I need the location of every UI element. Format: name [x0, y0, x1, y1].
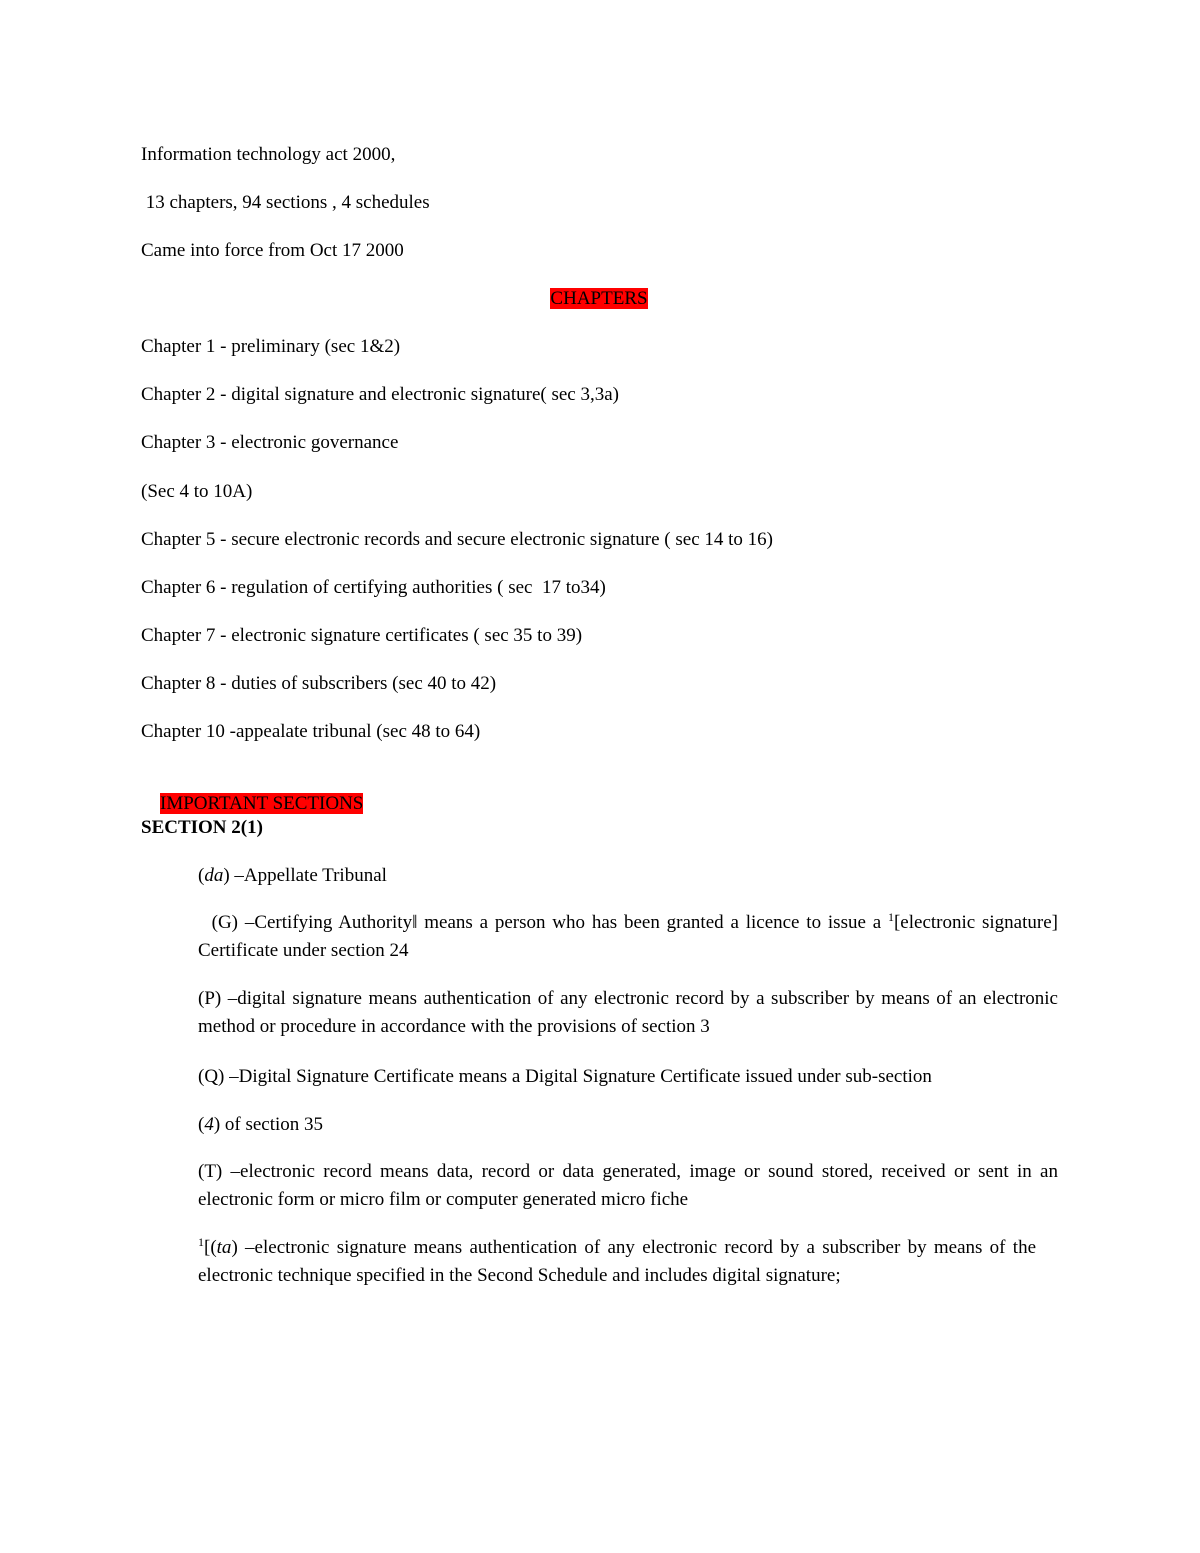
act-structure: 13 chapters, 94 sections , 4 schedules — [141, 192, 430, 213]
chapter-item: Chapter 3 - electronic governance — [141, 432, 399, 453]
chapters-heading-row — [0, 287, 1198, 311]
definition-q: (Q) –Digital Signature Certificate means a Digital Signature Certificate issued under sub-section — [198, 1066, 932, 1087]
chapter-item: Chapter 10 -appealate tribunal (sec 48 to 64) — [141, 721, 481, 742]
chapter-item: Chapter 5 - secure electronic records and secure electronic signature ( sec 14 to 16) — [141, 529, 773, 550]
chapter-item: (Sec 4 to 10A) — [141, 481, 253, 502]
important-sections-heading: IMPORTANT SECTIONS — [160, 793, 364, 814]
definition-p: (P) –digital signature means authentication of any electronic record by a subscriber by means of an electronic method or procedure in accordance with the provisions of section 3 — [198, 988, 1058, 1037]
chapter-item: Chapter 1 - preliminary (sec 1&2) — [141, 336, 401, 357]
chapter-item: Chapter 6 - regulation of certifying authorities ( sec 17 to34) — [141, 577, 606, 598]
definition-g: (G) –Certifying Authority‖ means a person who has been granted a licence to issue a $^1$[electronic signature] Certificate under section 24 — [198, 910, 1058, 961]
definition-da: (da) –Appellate Tribunal — [198, 865, 387, 886]
chapters-heading: CHAPTERS — [550, 288, 648, 309]
section-title: SECTION 2(1) — [141, 817, 263, 838]
act-in-force: Came into force from Oct 17 2000 — [141, 240, 404, 261]
chapter-item: Chapter 7 - electronic signature certificates ( sec 35 to 39) — [141, 625, 583, 646]
act-title: Information technology act 2000, — [141, 144, 396, 165]
definition-4: (4) of section 35 — [198, 1114, 324, 1135]
definition-ta: $^1$[(ta) –electronic signature means authentication of any electronic record by a subscriber by means of the electronic technique specified in the Second Schedule and includes digital signature; — [198, 1235, 1036, 1286]
chapter-item: Chapter 8 - duties of subscribers (sec 40 to 42) — [141, 673, 497, 694]
chapter-item: Chapter 2 - digital signature and electronic signature( sec 3,3a) — [141, 384, 619, 405]
definition-t: (T) –electronic record means data, record or data generated, image or sound stored, received or sent in an electronic form or micro film or computer generated micro fiche — [198, 1161, 1058, 1210]
